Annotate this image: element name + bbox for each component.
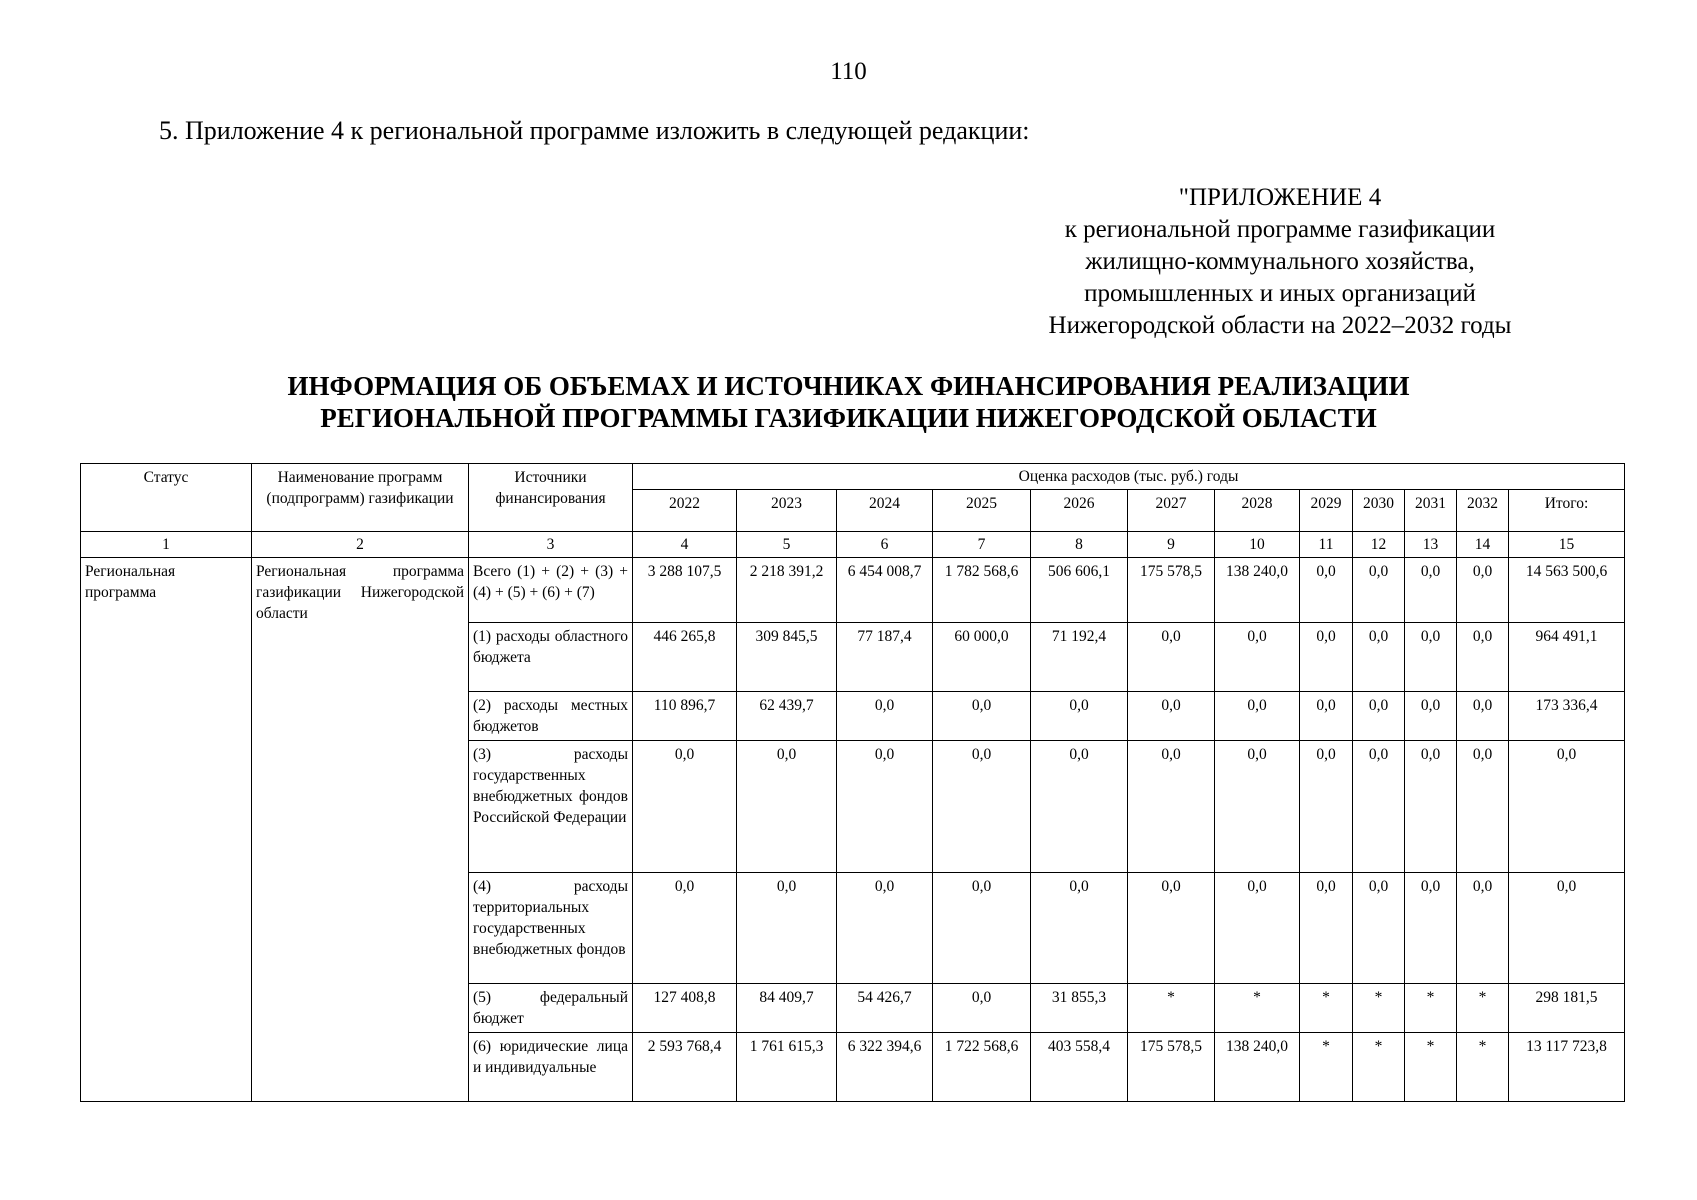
value-cell: * <box>1457 984 1509 1033</box>
value-cell: 0,0 <box>1031 873 1128 984</box>
value-cell: * <box>1405 984 1457 1033</box>
header-year: 2030 <box>1353 490 1405 532</box>
value-cell: 309 845,5 <box>737 623 837 692</box>
header-sources: Источники финансирования <box>469 464 633 532</box>
header-year: 2028 <box>1215 490 1300 532</box>
value-cell: 0,0 <box>933 873 1031 984</box>
value-cell: 0,0 <box>1457 741 1509 873</box>
value-cell: 0,0 <box>1457 623 1509 692</box>
appendix-line: промышленных и иных организаций <box>1084 280 1476 307</box>
value-cell: 0,0 <box>1353 558 1405 623</box>
column-index: 13 <box>1405 532 1457 558</box>
value-cell: 0,0 <box>1031 741 1128 873</box>
source-cell: (6) юридические лица и индивидуальные <box>469 1033 633 1102</box>
appendix-line: жилищно-коммунального хозяйства, <box>1085 248 1475 275</box>
document-title <box>0 370 1697 434</box>
title-line: ИНФОРМАЦИЯ ОБ ОБЪЕМАХ И ИСТОЧНИКАХ ФИНАНСИРОВАНИЯ РЕАЛИЗАЦИИ <box>287 371 1410 401</box>
title-line: РЕГИОНАЛЬНОЙ ПРОГРАММЫ ГАЗИФИКАЦИИ НИЖЕГОРОДСКОЙ ОБЛАСТИ <box>320 403 1377 433</box>
column-index: 6 <box>837 532 933 558</box>
value-cell: 0,0 <box>1300 623 1353 692</box>
value-cell: 0,0 <box>1128 873 1215 984</box>
value-cell: 0,0 <box>1405 741 1457 873</box>
value-cell: 0,0 <box>1215 741 1300 873</box>
value-cell: 2 593 768,4 <box>633 1033 737 1102</box>
value-cell: 138 240,0 <box>1215 558 1300 623</box>
value-cell: 0,0 <box>1353 741 1405 873</box>
value-cell: 0,0 <box>633 873 737 984</box>
value-cell: 175 578,5 <box>1128 558 1215 623</box>
financing-table <box>80 463 1625 1102</box>
header-estimate: Оценка расходов (тыс. руб.) годы <box>633 464 1625 490</box>
value-cell: 0,0 <box>1457 692 1509 741</box>
column-index: 1 <box>81 532 252 558</box>
value-cell: * <box>1128 984 1215 1033</box>
value-cell: 0,0 <box>933 692 1031 741</box>
header-row <box>81 464 1625 490</box>
source-cell: (3) расходы государственных внебюджетных фондов Российской Федерации <box>469 741 633 873</box>
value-cell: 31 855,3 <box>1031 984 1128 1033</box>
value-cell: 506 606,1 <box>1031 558 1128 623</box>
value-cell: 0,0 <box>933 741 1031 873</box>
value-cell: 0,0 <box>1215 873 1300 984</box>
column-index: 12 <box>1353 532 1405 558</box>
header-year: 2032 <box>1457 490 1509 532</box>
value-cell: 1 761 615,3 <box>737 1033 837 1102</box>
value-cell: 0,0 <box>1405 873 1457 984</box>
value-cell: 0,0 <box>837 873 933 984</box>
column-index: 14 <box>1457 532 1509 558</box>
header-status: Статус <box>81 464 252 532</box>
header-year: 2025 <box>933 490 1031 532</box>
source-cell: (4) расходы территориальных государственных внебюджетных фондов <box>469 873 633 984</box>
value-cell: * <box>1300 984 1353 1033</box>
value-cell: 0,0 <box>1353 623 1405 692</box>
value-cell: 84 409,7 <box>737 984 837 1033</box>
header-name: Наименование программ (подпрограмм) газификации <box>252 464 469 532</box>
value-cell: 110 896,7 <box>633 692 737 741</box>
value-cell: 0,0 <box>1457 873 1509 984</box>
column-index: 15 <box>1509 532 1625 558</box>
value-cell: 0,0 <box>1405 558 1457 623</box>
value-cell: 403 558,4 <box>1031 1033 1128 1102</box>
value-cell: * <box>1300 1033 1353 1102</box>
value-cell: 127 408,8 <box>633 984 737 1033</box>
value-cell: 0,0 <box>737 741 837 873</box>
value-cell: * <box>1353 984 1405 1033</box>
appendix-line: "ПРИЛОЖЕНИЕ 4 <box>1178 184 1382 211</box>
value-cell: 0,0 <box>837 692 933 741</box>
value-cell: 0,0 <box>1300 558 1353 623</box>
column-index: 3 <box>469 532 633 558</box>
program-name-cell: Региональная программа газификации Нижегородской области <box>252 558 469 1102</box>
value-cell: * <box>1353 1033 1405 1102</box>
column-index: 10 <box>1215 532 1300 558</box>
value-cell: 0,0 <box>1457 558 1509 623</box>
total-cell: 0,0 <box>1509 741 1625 873</box>
header-year: 2027 <box>1128 490 1215 532</box>
total-cell: 14 563 500,6 <box>1509 558 1625 623</box>
total-cell: 173 336,4 <box>1509 692 1625 741</box>
table-row <box>81 558 1625 623</box>
value-cell: 6 322 394,6 <box>837 1033 933 1102</box>
value-cell: 0,0 <box>737 873 837 984</box>
header-year: 2022 <box>633 490 737 532</box>
value-cell: 0,0 <box>1405 623 1457 692</box>
column-index: 9 <box>1128 532 1215 558</box>
value-cell: 0,0 <box>633 741 737 873</box>
column-index: 11 <box>1300 532 1353 558</box>
header-year: 2024 <box>837 490 933 532</box>
source-cell: (2) расходы местных бюджетов <box>469 692 633 741</box>
value-cell: 0,0 <box>933 984 1031 1033</box>
value-cell: 0,0 <box>1128 741 1215 873</box>
appendix-heading <box>1010 182 1550 342</box>
value-cell: 54 426,7 <box>837 984 933 1033</box>
column-index: 2 <box>252 532 469 558</box>
value-cell: 138 240,0 <box>1215 1033 1300 1102</box>
column-index: 5 <box>737 532 837 558</box>
total-cell: 0,0 <box>1509 873 1625 984</box>
header-year: 2031 <box>1405 490 1457 532</box>
value-cell: 1 722 568,6 <box>933 1033 1031 1102</box>
value-cell: 0,0 <box>1031 692 1128 741</box>
value-cell: 0,0 <box>1353 873 1405 984</box>
value-cell: * <box>1405 1033 1457 1102</box>
value-cell: 0,0 <box>1215 692 1300 741</box>
source-cell: (1) расходы областного бюджета <box>469 623 633 692</box>
column-index: 4 <box>633 532 737 558</box>
value-cell: 62 439,7 <box>737 692 837 741</box>
column-index: 7 <box>933 532 1031 558</box>
value-cell: 60 000,0 <box>933 623 1031 692</box>
value-cell: 1 782 568,6 <box>933 558 1031 623</box>
value-cell: 446 265,8 <box>633 623 737 692</box>
column-index-row <box>81 532 1625 558</box>
value-cell: 175 578,5 <box>1128 1033 1215 1102</box>
source-cell: (5) федеральный бюджет <box>469 984 633 1033</box>
value-cell: 3 288 107,5 <box>633 558 737 623</box>
total-cell: 298 181,5 <box>1509 984 1625 1033</box>
total-cell: 13 117 723,8 <box>1509 1033 1625 1102</box>
page-number: 110 <box>830 58 867 85</box>
header-year: 2026 <box>1031 490 1128 532</box>
value-cell: 0,0 <box>1300 873 1353 984</box>
value-cell: 0,0 <box>837 741 933 873</box>
value-cell: 0,0 <box>1300 692 1353 741</box>
column-index: 8 <box>1031 532 1128 558</box>
value-cell: * <box>1215 984 1300 1033</box>
value-cell: 0,0 <box>1128 692 1215 741</box>
header-year: 2029 <box>1300 490 1353 532</box>
value-cell: * <box>1457 1033 1509 1102</box>
value-cell: 2 218 391,2 <box>737 558 837 623</box>
value-cell: 6 454 008,7 <box>837 558 933 623</box>
appendix-line: Нижегородской области на 2022–2032 годы <box>1048 312 1512 339</box>
value-cell: 0,0 <box>1215 623 1300 692</box>
intro-text: 5. Приложение 4 к региональной программе изложить в следующей редакции: <box>159 116 1030 145</box>
header-total: Итого: <box>1509 490 1625 532</box>
value-cell: 77 187,4 <box>837 623 933 692</box>
value-cell: 0,0 <box>1128 623 1215 692</box>
header-year: 2023 <box>737 490 837 532</box>
appendix-line: к региональной программе газификации <box>1064 216 1496 243</box>
value-cell: 0,0 <box>1405 692 1457 741</box>
status-cell: Региональная программа <box>81 558 252 1102</box>
value-cell: 0,0 <box>1353 692 1405 741</box>
value-cell: 0,0 <box>1300 741 1353 873</box>
total-cell: 964 491,1 <box>1509 623 1625 692</box>
value-cell: 71 192,4 <box>1031 623 1128 692</box>
source-cell: Всего (1) + (2) + (3) + (4) + (5) + (6) + (7) <box>469 558 633 623</box>
